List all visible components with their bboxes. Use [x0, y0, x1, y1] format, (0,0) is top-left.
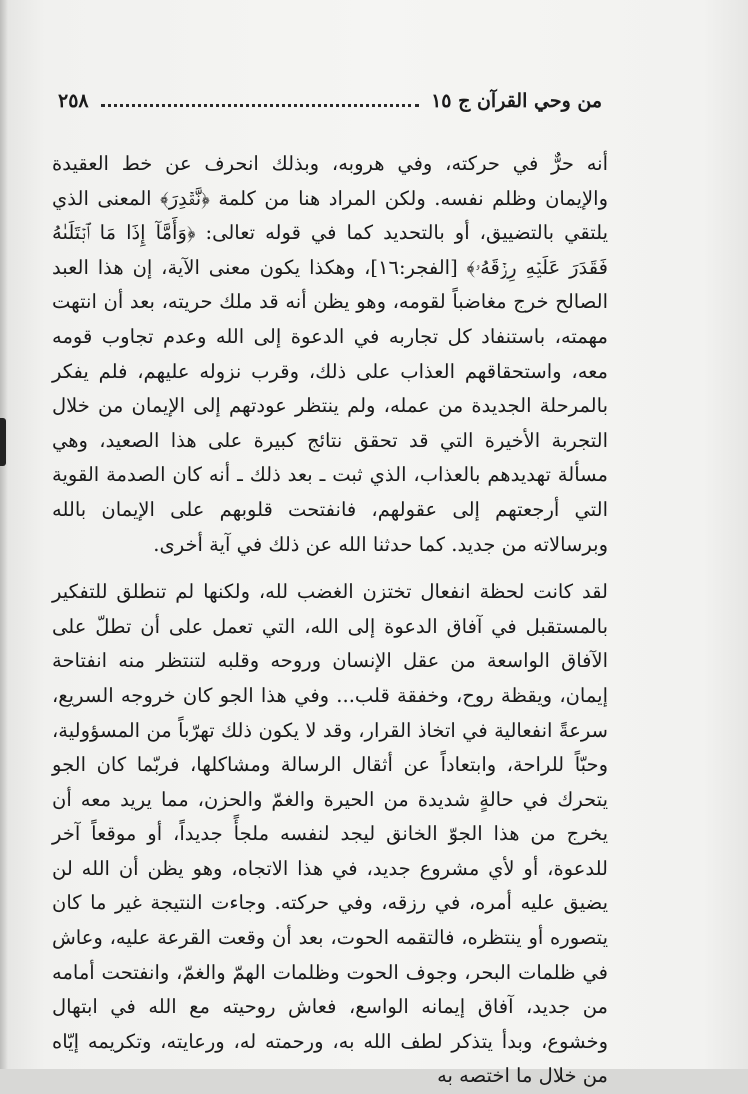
page-edge-tab [0, 418, 6, 466]
page-number: ٢٥٨ [58, 90, 89, 112]
page-spine-shadow [0, 0, 8, 1069]
dotted-leader [101, 100, 419, 107]
page-body [52, 147, 608, 1094]
page-header [58, 84, 602, 118]
running-title: من وحي القرآن ج ١٥ [431, 90, 602, 112]
body-paragraph-1: أنه حرٌّ في حركته، وفي هروبه، وبذلك انحرف عن خط العقيدة والإيمان وظلم نفسه. ولكن المراد هنا من كلمة ﴿نَّقۡدِرَ﴾ المعنى الذي يلتقي بالتضييق، أو بالتحديد كما في قوله تعالى: ﴿وَأَمَّآ إِذَا مَا ٱبۡتَلَىٰهُ فَقَدَرَ عَلَيۡهِ رِزۡقَهُۥ﴾ [الفجر:١٦]، وهكذا يكون معنى الآية، إن هذا العبد الصالح خرج مغاضباً لقومه، وهو يظن أنه قد ملك حريته، بعد أن انتهت مهمته، باستنفاد كل تجاربه في الدعوة إلى الله وعدم تجاوب قومه معه، واستحقاقهم العذاب على ذلك، وقرب نزوله عليهم، فلم يفكر بالمرحلة الجديدة من عمله، ولم ينتظر عودتهم إلى الإيمان من خلال التجربة الأخيرة التي قد تحقق نتائج كبيرة على هذا الصعيد، وهي مسألة تهديدهم بالعذاب، الذي ثبت ـ بعد ذلك ـ أنه كان الصدمة القوية التي أرجعتهم إلى عقولهم، فانفتحت قلوبهم على الإيمان بالله وبرسالاته من جديد. كما حدثنا الله عن ذلك في آية أخرى. [52, 152, 608, 556]
body-paragraph-2: لقد كانت لحظة انفعال تختزن الغضب لله، ولكنها لم تنطلق للتفكير بالمستقبل في آفاق الدعوة إلى الله، التي تعمل على أن تطلّ على الآفاق الواسعة من عقل الإنسان وروحه وقلبه لتنتظر منه انفتاحة إيمان، ويقظة روح، وخفقة قلب... وفي هذا الجو كان خروجه السريع، سرعةً انفعالية في اتخاذ القرار، وقد لا يكون ذلك تهرّباً من المسؤولية، وحبّاً للراحة، وابتعاداً عن أثقال الرسالة ومشاكلها، فربّما كان الجو يتحرك في حالةٍ شديدة من الحيرة والغمّ والحزن، مما يريد معه أن يخرج من هذا الجوّ الخانق ليجد لنفسه ملجأً جديداً، أو موقعاً آخر للدعوة، أو لأي مشروع جديد، في هذا الاتجاه، وهو يظن أن الله لن يضيق عليه أمره، في رزقه، وفي حركته. وجاءت النتيجة غير ما كان يتصوره أو ينتظره، فالتقمه الحوت، بعد أن وقعت القرعة عليه، وعاش في ظلمات البحر، وجوف الحوت وظلمات الهمّ والغمّ، وانفتحت أمامه من جديد، آفاق إيمانه الواسع، فعاش روحيته مع الله في ابتهال وخشوع، وبدأ يتذكر لطف الله به، ورحمته له، ورعايته، وتكريمه إيّاه من خلال ما اختصه به [52, 580, 608, 1088]
